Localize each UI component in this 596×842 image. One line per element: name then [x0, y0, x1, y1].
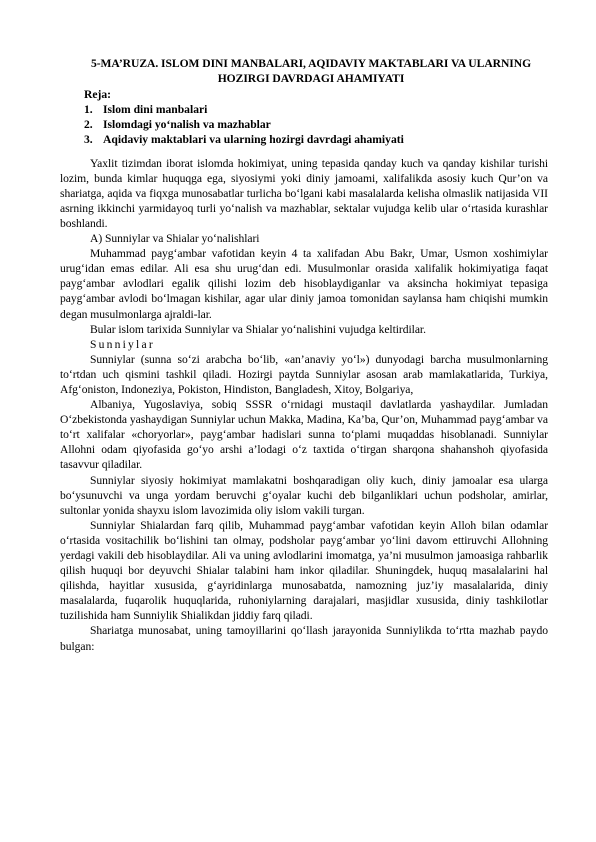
body-paragraph: Sunniylar siyosiy hokimiyat mamlakatni boshqaradigan oliy kuch, diniy jamoalar esa ularga bo‘ysunuvchi va unga yordam beruvchi g‘oyalar kuchi deb bilganliklari uchun podsholar, amirlar, sultonlar yonida shayxu islom lavozimida oliy islom vakili turgan.: [60, 473, 548, 517]
plan-item-text: Islomdagi yo‘nalish va mazhablar: [103, 118, 271, 132]
plan-item-number: 2.: [84, 118, 93, 132]
section-heading: Sunniylar: [90, 337, 155, 351]
subheading: A) Sunniylar va Shialar yo‘nalishlari: [90, 232, 260, 246]
body-paragraph: Sunniylar Shialardan farq qilib, Muhammad payg‘ambar vafotidan keyin Alloh bilan odamlar o‘rtasida vositachilik bo‘lishini tan olmay, podsholar payg‘ambar yo‘lini davom ettiruvchi Allohning yerdagi vakili deb hisoblaydilar. Ali va uning avlodlarini imomatga, ya’ni musulmon jamoasiga rahbarlik qilish huquqi bor deyuvchi Shialar talabini ham inkor qiladilar. Shuningdek, huquq masalalarini hal qilishda, hayitlar xususida, g‘ayridinlarga munosabatda, namozning juz’iy masalalarida, diniy masalalarda, fuqarolik huquqlarida, ruhoniylarning darajalari, masjidlar xususida, diniy tashkilotlar tuzilishida ham Sunniylik Shialikdan jiddiy farq qiladi.: [60, 518, 548, 623]
plan-item: [84, 102, 548, 117]
document-page: [60, 56, 548, 654]
lecture-title: 5-MA’RUZA. ISLOM DINI MANBALARI, AQIDAVIY MAKTABLARI VA ULARNING HOZIRGI DAVRDAGI AHAMIYATI: [90, 57, 532, 86]
plan-item-number: 3.: [84, 133, 93, 147]
body-paragraph: Albaniya, Yugoslaviya, sobiq SSSR o‘rnidagi mustaqil davlatlarda yashaydilar. Jumladan O‘zbekistonda yashaydigan Sunniylar uchun Makka, Madina, Ka’ba, Qur’on, Muhammad payg‘ambar va to‘rt xalifalar «choryorlar», payg‘ambar hadislari sunna to‘plami muqaddas hisoblanadi. Sunniylar Allohni odam qiyofasida go‘yo arshi a’lodagi o‘z taxtida o‘tirgan sharqona shahanshoh qiyofasida tasavvur qiladilar.: [60, 398, 548, 472]
body-paragraph: Sunniylar (sunna so‘zi arabcha bo‘lib, «an’anaviy yo‘l») dunyodagi barcha musulmonlarning to‘rtdan uch qismini tashkil qiladi. Hozirgi paytda Sunniylar asosan arab mamlakatlarida, Turkiya, Afg‘oniston, Indoneziya, Pokiston, Hindiston, Bangladesh, Xitoy, Bolgariya,: [60, 352, 548, 396]
plan-item: [84, 117, 548, 132]
plan-item-text: Aqidaviy maktablari va ularning hozirgi davrdagi ahamiyati: [103, 133, 404, 147]
body-paragraph: Bular islom tarixida Sunniylar va Shialar yo‘nalishini vujudga keltirdilar.: [90, 322, 426, 336]
plan-item-number: 1.: [84, 103, 93, 117]
plan-list: [60, 102, 548, 147]
plan-item-text: Islom dini manbalari: [103, 103, 208, 117]
body-paragraph: Muhammad payg‘ambar vafotidan keyin 4 ta xalifadan Abu Bakr, Umar, Usmon xoshimiylar urug‘idan emas edilar. Ali esa shu urug‘dan edi. Musulmonlar orasida xalifalik hokimiyatiga faqat payg‘ambar avlodlari egalik qilishi lozim deb hisoblaydiganlar va aksincha hokimiyat tepasiga payg‘ambar avlodi bo‘lmagan kishilar, agar ular diniy jamoa tomonidan saylansa ham chiqishi mumkin degan musulmonlarga ajraldi-lar.: [60, 247, 548, 321]
body-paragraph: Shariatga munosabat, uning tamoyillarini qo‘llash jarayonida Sunniylikda to‘rtta mazhab paydo bulgan:: [60, 624, 548, 653]
plan-label: Reja:: [84, 88, 112, 102]
section-spacer: [60, 148, 548, 156]
plan-item: [84, 132, 548, 147]
body-paragraph: Yaxlit tizimdan iborat islomda hokimiyat, uning tepasida qanday kuch va qanday kishilar turishi lozim, bunda kimlar huquqga ega, siyosiymi yoki diniy jamoami, xalifalikda asosiy kuch Qur’on va shariatga, aqida va fiqxga munosabatlar turlicha bo‘lgani kabi masalalarda kelisha olmaslik natijasida VII asrning ikkinchi yarmidayoq turli yo‘nalish va mazhablar, sektalar vujudga kelib ular o‘rtasida kurashlar boshlandi.: [60, 156, 548, 230]
